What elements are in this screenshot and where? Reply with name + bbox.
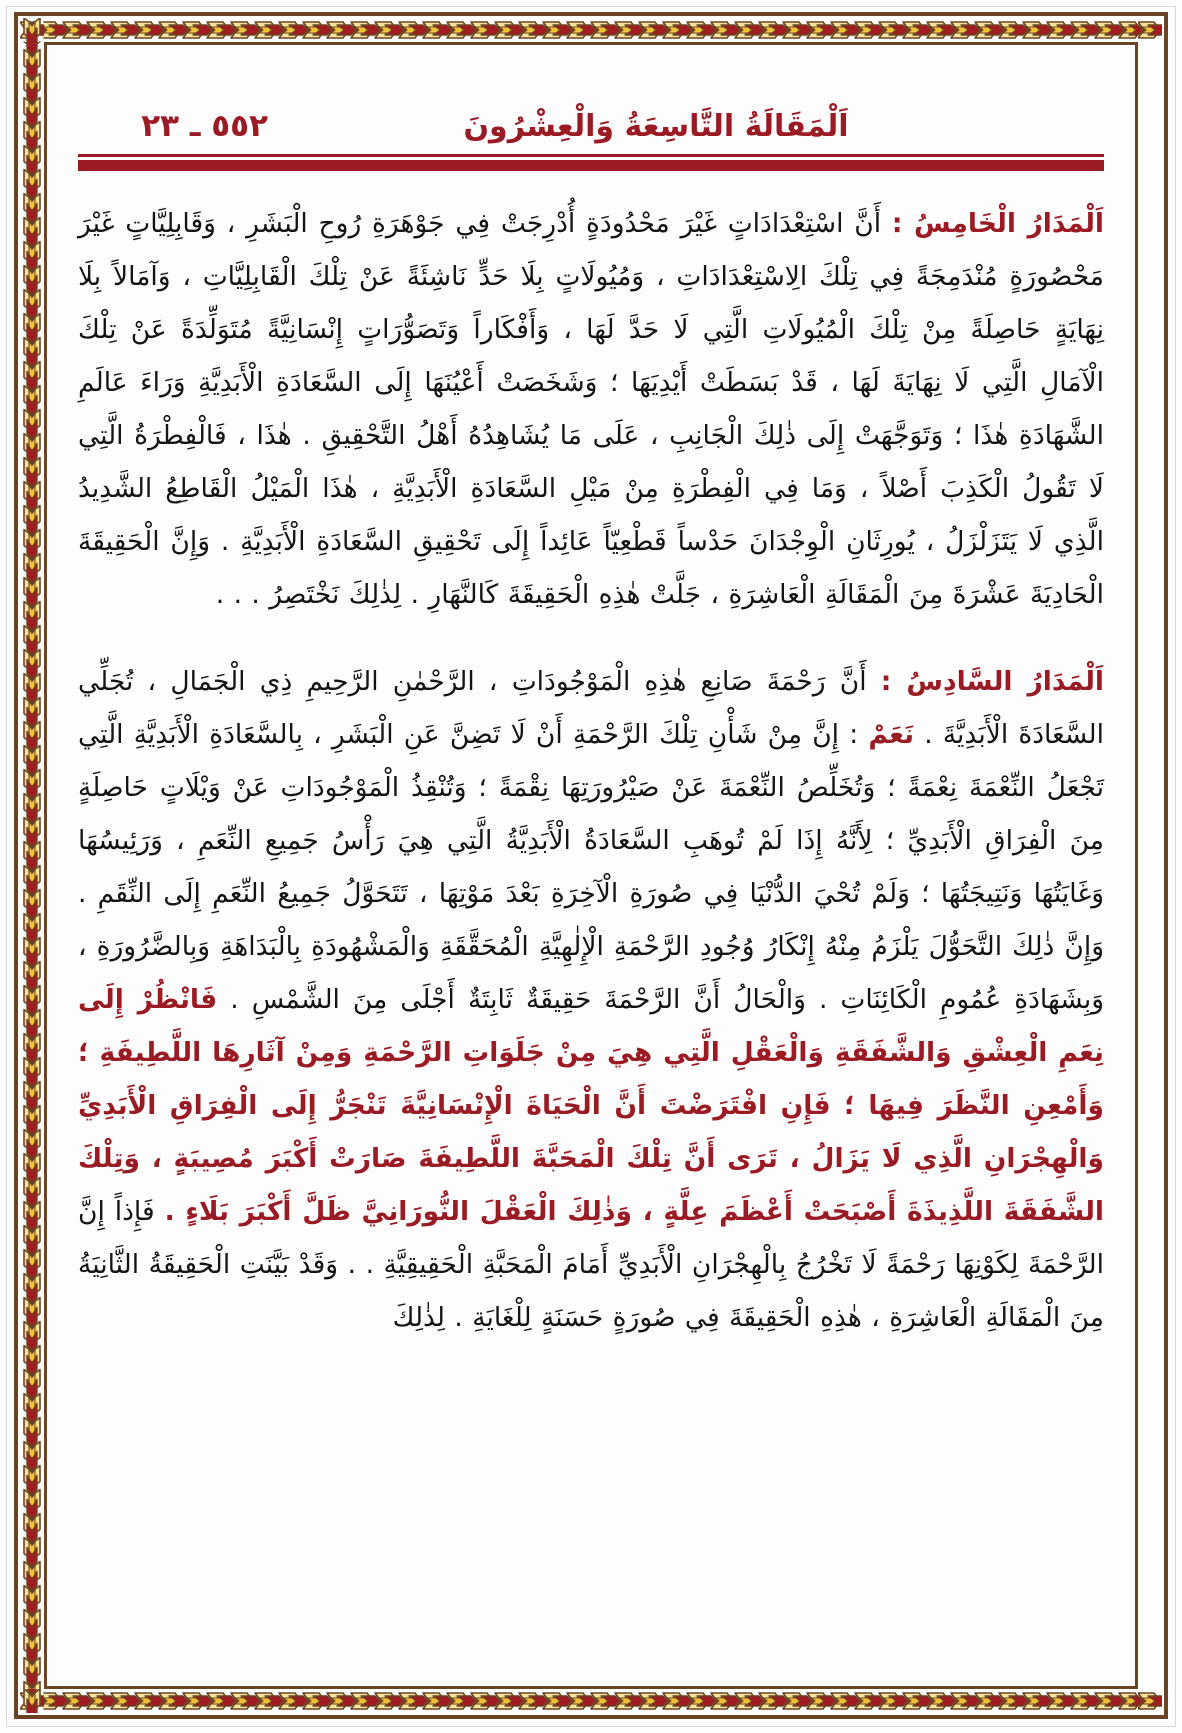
page-content xyxy=(56,54,1126,1677)
title-divider xyxy=(78,154,1104,171)
body-text xyxy=(68,197,1114,1344)
paragraph-madar-sadis xyxy=(78,655,1104,1344)
page-number: ٥٥٢ ـ ٢٣ xyxy=(141,108,268,144)
segment-black-2: : إِنَّ مِنْ شَأْنِ تِلْكَ الرَّحْمَةِ أَنْ لَا تَضِنَّ عَنِ الْبَشَرِ ، بِالسَّعَادَةِ الْأَبَدِيَّةِ الَّتِي تَجْعَلُ النِّعْمَةَ نِعْمَةً ؛ وَتُخَلِّصُ النِّعْمَةَ عَنْ صَيْرُورَتِهَا نِقْمَةً ؛ وَتُنْقِذُ الْمَوْجُودَاتِ عَنْ وَيْلَاتٍ حَاصِلَةٍ مِنَ الْفِرَاقِ الْأَبَدِيِّ ؛ لِأَنَّهُ إِذَا لَمْ تُوهَبِ السَّعَادَةُ الْأَبَدِيَّةُ الَّتِي هِيَ رَأْسُ جَمِيعِ النِّعَمِ ، وَرَئِيسُهَا وَغَايَتُهَا وَنَتِيجَتُهَا ؛ وَلَمْ تُحْيَ الدُّنْيَا فِي صُورَةِ الْآخِرَةِ بَعْدَ مَوْتِهَا ، تَتَحَوَّلُ جَمِيعُ النِّعَمِ إِلَى النِّقَمِ . وَإِنَّ ذٰلِكَ التَّحَوُّلَ يَلْزَمُ مِنْهُ إِنْكَارُ وُجُودِ الرَّحْمَةِ الْإِلٰهِيَّةِ الْمُحَقَّقَةِ وَالْمَشْهُودَةِ بِالْبَدَاهَةِ وَبِالضَّرُورَةِ ، وَبِشَهَادَةِ عُمُومِ الْكَائِنَاتِ . وَالْحَالُ أَنَّ الرَّحْمَةَ حَقِيقَةٌ ثَابِتَةٌ أَجْلَى مِنَ الشَّمْسِ . xyxy=(78,719,1105,1015)
page-header xyxy=(68,70,1114,144)
paragraph-body: أَنَّ اسْتِعْدَادَاتٍ غَيْرَ مَحْدُودَةٍ أُدْرِجَتْ فِي جَوْهَرَةِ رُوحِ الْبَشَرِ ، وَقَابِلِيَّاتٍ غَيْرَ مَحْصُورَةٍ مُنْدَمِجَةً فِي تِلْكَ الِاسْتِعْدَادَاتِ ، وَمُيُولَاتٍ بِلَا حَدٍّ نَاشِئَةً عَنْ تِلْكَ الْقَابِلِيَّاتِ ، وَآمَالاً بِلَا نِهَايَةٍ حَاصِلَةً مِنْ تِلْكَ الْمُيُولَاتِ الَّتِي لَا حَدَّ لَهَا ، وَأَفْكَاراً وَتَصَوُّرَاتٍ إِنْسَانِيَّةً مُتَوَلِّدَةً عَنْ تِلْكَ الْآمَالِ الَّتِي لَا نِهَايَةَ لَهَا ، قَدْ بَسَطَتْ أَيْدِيَهَا ؛ وَشَخَصَتْ أَعْيُنَهَا إِلَى السَّعَادَةِ الْأَبَدِيَّةِ وَرَاءَ عَالَمِ الشَّهَادَةِ هٰذَا ؛ وَتَوَجَّهَتْ إِلَى ذٰلِكَ الْجَانِبِ ، عَلَى مَا يُشَاهِدُهُ أَهْلُ التَّحْقِيقِ . هٰذَا ، فَالْفِطْرَةُ الَّتِي لَا تَقُولُ الْكَذِبَ أَصْلاً ، وَمَا فِي الْفِطْرَةِ مِنْ مَيْلِ السَّعَادَةِ الْأَبَدِيَّةِ ، هٰذَا الْمَيْلُ الْقَاطِعُ الشَّدِيدُ الَّذِي لَا يَتَزَلْزَلُ ، يُورِثَانِ الْوِجْدَانَ حَدْساً قَطْعِيّاً عَائِداً إِلَى تَحْقِيقِ السَّعَادَةِ الْأَبَدِيَّةِ . وَإِنَّ الْحَقِيقَةَ الْحَادِيَةَ عَشْرَةَ مِنَ الْمَقَالَةِ الْعَاشِرَةِ ، جَلَّتْ هٰذِهِ الْحَقِيقَةَ كَالنَّهَارِ . لِذٰلِكَ نَخْتَصِرُ . . . xyxy=(78,208,1104,610)
paragraph-heading: اَلْمَدَارُ السَّادِسُ : xyxy=(880,666,1104,697)
paragraph-madar-khamis xyxy=(78,197,1104,621)
segment-red-passage: فَانْظُرْ إِلَى نِعَمِ الْعِشْقِ وَالشَّفَقَةِ وَالْعَقْلِ الَّتِي هِيَ مِنْ جَلَوَاتِ الرَّحْمَةِ وَمِنْ آثَارِهَا اللَّطِيفَةِ ؛ وَأَمْعِنِ النَّظَرَ فِيهَا ؛ فَإِنِ افْتَرَضْتَ أَنَّ الْحَيَاةَ الْإِنْسَانِيَّةَ تَنْجَرُّ إِلَى الْفِرَاقِ الْأَبَدِيِّ وَالْهِجْرَانِ الَّذِي لَا يَزَالُ ، تَرَى أَنَّ تِلْكَ الْمَحَبَّةَ اللَّطِيفَةَ صَارَتْ أَكْبَرَ مُصِيبَةٍ ، وَتِلْكَ الشَّفَقَةَ اللَّذِيذَةَ أَصْبَحَتْ أَعْظَمَ عِلَّةٍ ، وَذٰلِكَ الْعَقْلَ النُّورَانِيَّ ظَلَّ أَكْبَرَ بَلَاءٍ . xyxy=(78,984,1105,1227)
segment-black-3: فَإِذاً إِنَّ الرَّحْمَةَ لِكَوْنِهَا رَحْمَةً لَا تَخْرُجُ بِالْهِجْرَانِ الْأَبَدِيِّ أَمَامَ الْمَحَبَّةِ الْحَقِيقِيَّةِ . . وَقَدْ بَيَّنَتِ الْحَقِيقَةُ الثَّانِيَةُ مِنَ الْمَقَالَةِ الْعَاشِرَةِ ، هٰذِهِ الْحَقِيقَةَ فِي صُورَةٍ حَسَنَةٍ لِلْغَايَةِ . لِذٰلِكَ xyxy=(78,1196,1104,1333)
paragraph-heading: اَلْمَدَارُ الْخَامِسُ : xyxy=(891,208,1104,239)
page-title: اَلْمَقَالَةُ التَّاسِعَةُ وَالْعِشْرُونَ xyxy=(463,109,849,144)
segment-black-1: أَنَّ رَحْمَةَ صَانِعِ هٰذِهِ الْمَوْجُودَاتِ ، الرَّحْمٰنِ الرَّحِيمِ ذِي الْجَمَالِ ، تُجَلِّي السَّعَادَةَ الْأَبَدِيَّةَ . xyxy=(78,666,1104,750)
segment-emphasis-naam: نَعَمْ xyxy=(868,719,915,750)
divider-thick-line xyxy=(78,160,1104,171)
